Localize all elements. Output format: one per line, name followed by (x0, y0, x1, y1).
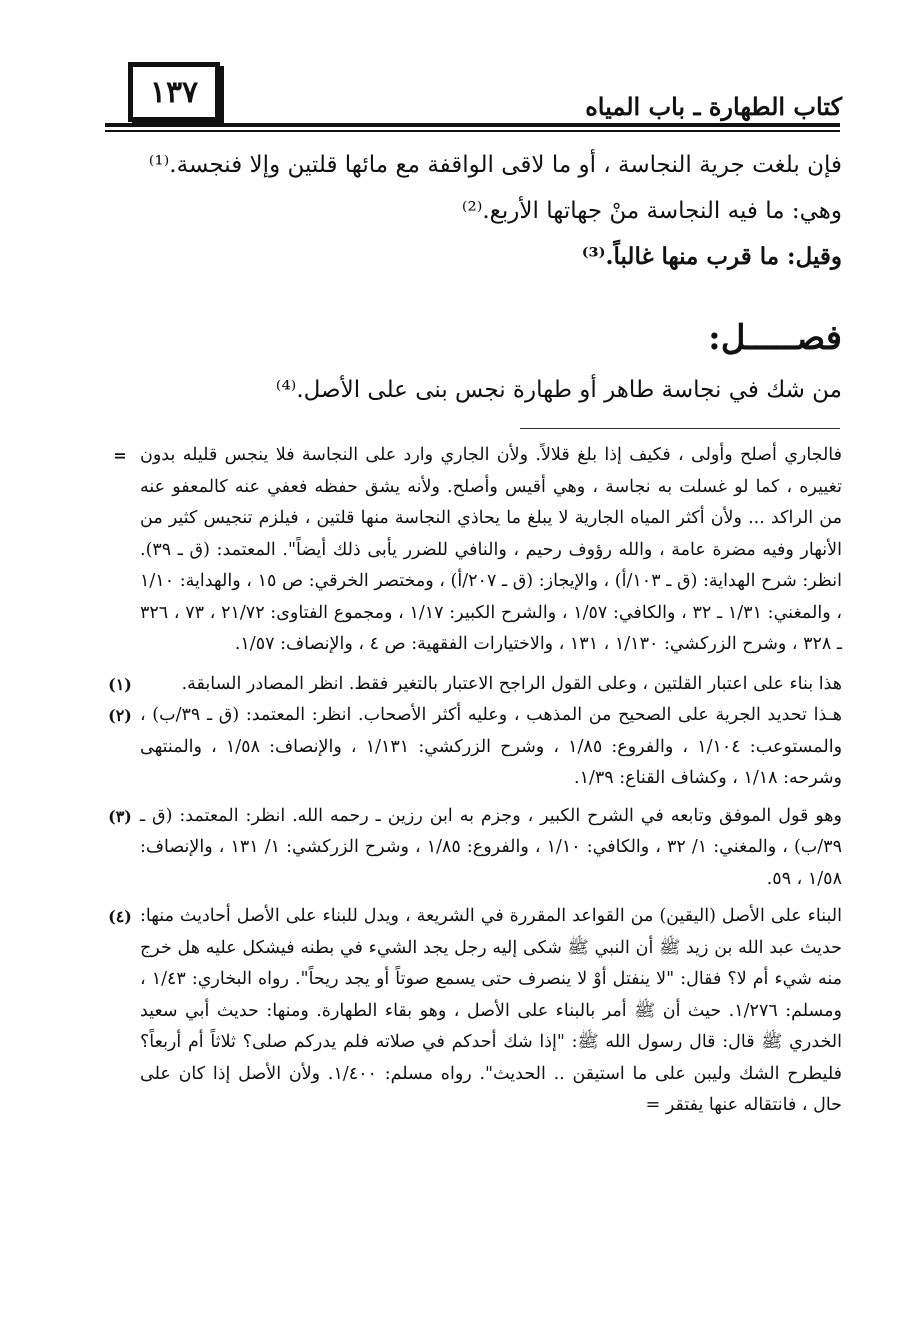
footnote-1 (100, 669, 842, 701)
footnote-text: فالجاري أصلح وأولى ، فكيف إذا بلغ قلالاً. ولأن الجاري وارد على النجاسة فلا ينجس قليله بدون تغييره ، كما لو غسلت به نجاسة ، وهي أقيس وأصلح. ولأنه يشق حفظه فعفي عنه كالمعفو عنه من الراكد ... ولأن أكثر المياه الجارية لا يبلغ ما يحاذي النجاسة منها قلتين ، فيلزم تنجيس كثير من الأنهار وفيه مضرة عامة ، والله رؤوف رحيم ، والنافي للضرر يأبى ذلك أيضاً". المعتمد: (ق ـ ٣٩). انظر: شرح الهداية: (ق ـ ١٠٣/أ) ، والإيجاز: (ق ـ ٢٠٧/أ) ، ومختصر الخرقي: ص ١٥ ، والهداية: ١/١٠ ، والمغني: ١/٣١ ـ ٣٢ ، والكافي: ١/٥٧ ، والشرح الكبير: ١/١٧ ، ومجموع الفتاوى: ٢١/٧٢ ، ٧٣ ، ٣٢٦ ـ ٣٢٨ ، وشرح الزركشي: ١/١٣٠ ، ١٣١ ، والاختيارات الفقهية: ص ٤ ، والإنصاف: ١/٥٧. (140, 445, 842, 654)
footnote-divider (520, 428, 840, 429)
footnote-marker: (٢) (108, 706, 132, 725)
page-number-text: ١٣٧ (149, 74, 199, 110)
footnote-text: هذا بناء على اعتبار القلتين ، وعلى القول الراجح الاعتبار بالتغير فقط. انظر المصادر السابقة. (181, 673, 842, 694)
footnote-continued (100, 440, 842, 661)
running-header: كتاب الطهارة ـ باب المياه (585, 92, 842, 121)
main-line-2: وهي: ما فيه النجاسة منْ جهاتها الأربع.⁽²⁾ (461, 198, 842, 224)
footnote-marker: (٣) (108, 806, 132, 826)
section-heading: فصـــــل: (708, 318, 842, 358)
footnote-text: وهو قول الموفق وتابعه في الشرح الكبير ، وجزم به ابن رزين ـ رحمه الله. انظر: المعتمد: (ق ـ ٣٩/ب) ، والمغني: ١/ ٣٢ ، والكافي: ١/١٠ ، والفروع: ١/٨٥ ، وشرح الزركشي: ١/ ١٣١ ، والإنصاف: ١/٥٨ ، ٥٩. (140, 805, 842, 889)
footnotes (100, 440, 842, 1122)
continuation-mark: = (113, 446, 127, 465)
footnote-2 (100, 700, 842, 795)
main-text (110, 142, 842, 280)
main-line-3: وقيل: ما قرب منها غالباً.⁽³⁾ (581, 243, 842, 270)
header-rule-thin (105, 130, 840, 132)
page-number (128, 62, 220, 122)
footnote-text: البناء على الأصل (اليقين) من القواعد المقررة في الشريعة ، ويدل للبناء على الأصل أحاديث منها: حديث عبد الله بن زيد ﷺ أن النبي ﷺ شكى إليه رجل يجد الشيء في بطنه فيشكل عليه هل خرج منه شيء أم لا؟ فقال: "لا ينفتل أوْ لا ينصرف حتى يسمع صوتاً أو يجد ريحاً". رواه البخاري: ١/٤٣ ، ومسلم: ١/٢٧٦. حيث أن ﷺ أمر بالبناء على الأصل ، وهو بقاء الطهارة. ومنها: حديث أبي سعيد الخدري ﷺ قال: قال رسول الله ﷺ: "إذا شك أحدكم في صلاته فلم يدركم صلى؟ ثلاثاً أم أربعاً؟ فليطرح الشك وليبن على ما استيقن .. الحديث". رواه مسلم: ١/٤٠٠. ولأن الأصل إذا كان على حال ، فانتقاله عنها يفتقر = (140, 906, 843, 1115)
header-rule (105, 123, 840, 127)
footnote-text: هـذا تحديد الجرية على الصحيح من المذهب ، وعليه أكثر الأصحاب. انظر: المعتمد: (ق ـ ٣٩/ب) ، والمستوعب: ١/١٠٤ ، والفروع: ١/٨٥ ، وشرح الزركشي: ١/١٣١ ، والإنصاف: ١/٥٨ ، والمنتهى وشرحه: ١/١٨ ، وكشاف القناع: ١/٣٩. (140, 705, 843, 788)
footnote-marker: (٤) (108, 907, 132, 926)
footnote-3 (100, 801, 842, 896)
footnote-4 (100, 901, 842, 1122)
section-text: من شك في نجاسة طاهر أو طهارة نجس بنى على الأصل.⁽⁴⁾ (275, 377, 842, 403)
main-line-1: فإن بلغت جرية النجاسة ، أو ما لاقى الواقفة مع مائها قلتين وإلا فنجسة.⁽¹⁾ (148, 152, 842, 178)
footnote-marker: (١) (108, 674, 132, 694)
